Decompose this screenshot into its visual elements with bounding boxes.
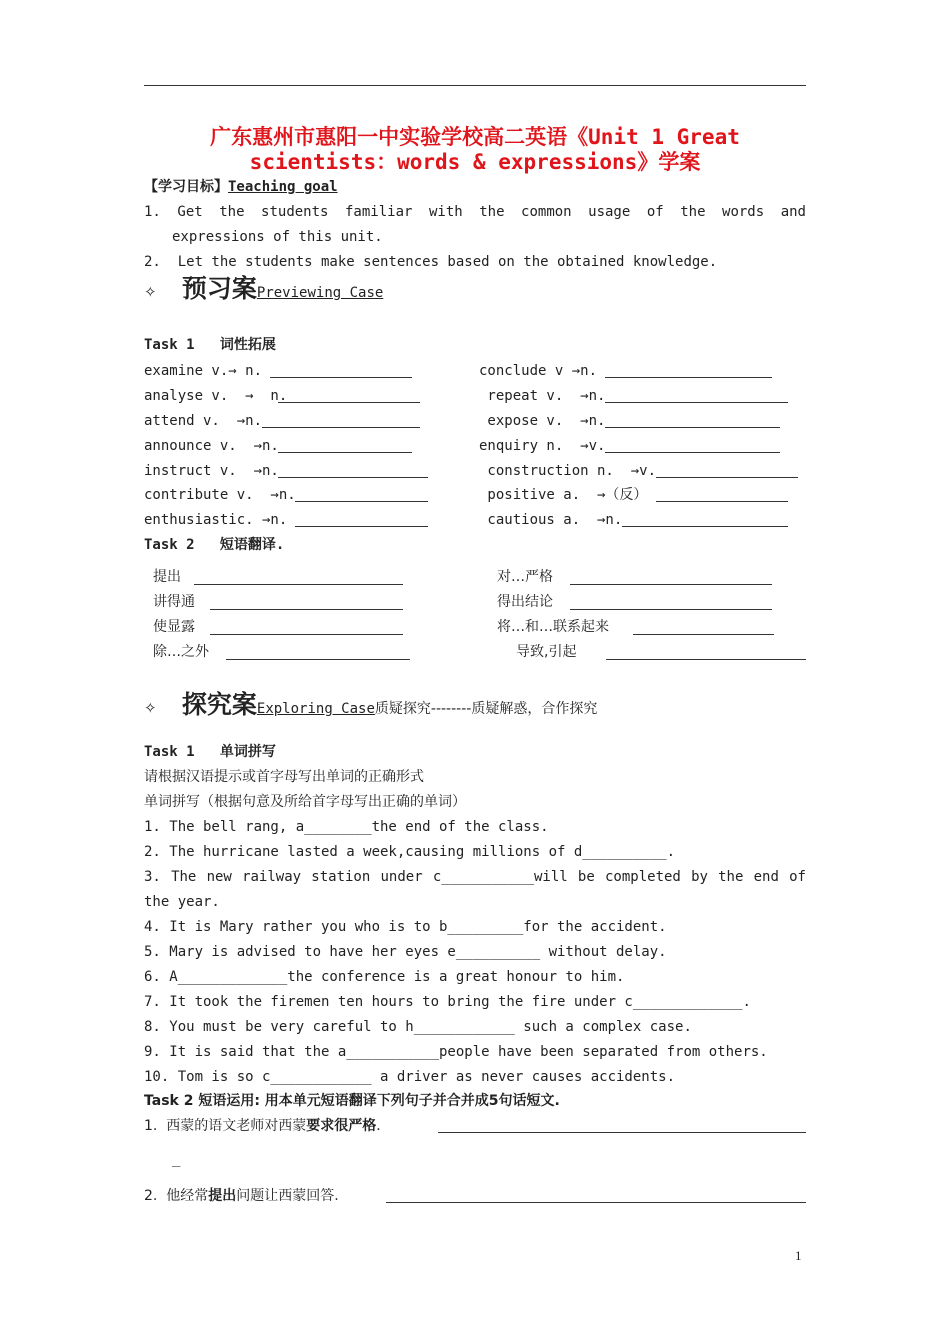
task1-left-item: contribute v. →n. [144, 487, 296, 503]
blank-line[interactable] [605, 377, 772, 378]
header-rule [144, 85, 806, 86]
sentence-4: 4. It is Mary rather you who is to b_________for the accident. [144, 919, 667, 935]
blank-line[interactable] [570, 584, 772, 585]
task1-right-item: enquiry n. →v. [479, 438, 606, 454]
blank-line[interactable] [606, 659, 806, 660]
task1-left-item: attend v. →n. [144, 413, 263, 429]
sentence-2: 2. The hurricane lasted a week,causing millions of d__________. [144, 844, 676, 860]
task2-title: Task 2 短语翻译. [144, 537, 285, 553]
sentence-9: 9. It is said that the a___________people have been separated from others. [144, 1044, 768, 1060]
task1-right-item: positive a. →（反） [479, 487, 648, 503]
previewing-case-cn: 预习案 [181, 274, 257, 303]
answer-line-continuation: _ [172, 1151, 181, 1167]
goal-1-line-b: expressions of this unit. [172, 229, 383, 245]
page-number: 1 [795, 1248, 802, 1263]
exploring-case-tail: 质疑探究--------质疑解惑，合作探究 [374, 701, 598, 717]
goal-header [144, 178, 338, 196]
task1-right-item: expose v. →n. [479, 413, 606, 429]
task2-left-item: 使显露 [153, 619, 195, 635]
blank-line[interactable] [295, 501, 428, 502]
explore-task2-title: Task 2 短语运用: 用本单元短语翻译下列句子并合并成5句话短文. [144, 1093, 560, 1109]
blank-line[interactable] [605, 402, 788, 403]
blank-line[interactable] [656, 501, 788, 502]
blank-line[interactable] [278, 477, 428, 478]
blank-line[interactable] [633, 634, 774, 635]
task1-left-item: enthusiastic. →n. [144, 512, 288, 528]
task1-left-item: analyse v. → n. [144, 388, 288, 404]
exploring-case-cn: 探究案 [181, 690, 257, 719]
sentence-10: 10. Tom is so c____________ a driver as never causes accidents. [144, 1069, 676, 1085]
sentence-7: 7. It took the firemen ten hours to bring the fire under c_____________. [144, 994, 751, 1010]
blank-line[interactable] [278, 402, 420, 403]
blank-line[interactable] [210, 609, 403, 610]
sentence-3-line-a: 3. The new railway station under c___________will be completed by the end of [144, 869, 806, 885]
blank-line[interactable] [295, 526, 428, 527]
goal-1-line-a: 1. Get the students familiar with the common usage of the words and [144, 204, 806, 220]
goal-header-cn: 【学习目标】 [144, 179, 228, 195]
sentence-3-line-b: the year. [144, 894, 220, 910]
task1-title: Task 1 词性拓展 [144, 337, 276, 353]
blank-line[interactable] [226, 659, 410, 660]
previewing-case-header [144, 274, 383, 308]
answer-line[interactable] [386, 1202, 806, 1203]
goal-header-en: Teaching goal [228, 179, 338, 195]
previewing-case-en: Previewing Case [256, 285, 384, 301]
page-title-line-1: 广东惠州市惠阳一中实验学校高二英语《Unit 1 Great [210, 125, 740, 149]
blank-line[interactable] [262, 427, 420, 428]
explore-task1-instruction-1: 请根据汉语提示或首字母写出单词的正确形式 [144, 769, 424, 785]
explore-task1-title: Task 1 单词拼写 [144, 744, 276, 760]
task2-right-item: 导致,引起 [516, 644, 577, 660]
blank-line[interactable] [622, 526, 788, 527]
blank-line[interactable] [605, 427, 780, 428]
page-title-line-2: scientists：words & expressions》学案 [249, 150, 701, 174]
sentence-6: 6. A_____________the conference is a great honour to him. [144, 969, 625, 985]
goal-2: 2. Let the students make sentences based on the obtained knowledge. [144, 254, 718, 270]
exploring-case-header [144, 690, 597, 724]
task1-right-item: cautious a. →n. [479, 512, 623, 528]
translation-item-1-post: . [376, 1118, 381, 1134]
blank-line[interactable] [570, 609, 772, 610]
exploring-case-en: Exploring Case [256, 701, 375, 717]
translation-item-2-keyword: 提出 [208, 1188, 237, 1204]
sentence-1: 1. The bell rang, a________the end of the class. [144, 819, 549, 835]
translation-item-1-keyword: 要求很严格 [306, 1118, 377, 1134]
sentence-8: 8. You must be very careful to h____________ such a complex case. [144, 1019, 692, 1035]
answer-line[interactable] [438, 1132, 806, 1133]
task2-left-item: 提出 [153, 569, 181, 585]
task2-left-item: 讲得通 [153, 594, 195, 610]
task1-left-item: instruct v. →n. [144, 463, 279, 479]
sentence-5: 5. Mary is advised to have her eyes e__________ without delay. [144, 944, 667, 960]
diamond-icon: ✧ [144, 283, 157, 301]
task2-right-item: 得出结论 [497, 594, 553, 610]
task2-right-item: 将…和…联系起来 [497, 619, 609, 635]
blank-line[interactable] [605, 452, 780, 453]
task1-left-item: announce v. →n. [144, 438, 279, 454]
blank-line[interactable] [194, 584, 403, 585]
blank-line[interactable] [270, 377, 412, 378]
blank-line[interactable] [210, 634, 403, 635]
task1-right-item: conclude v →n. [479, 363, 598, 379]
blank-line[interactable] [278, 452, 412, 453]
task2-left-item: 除…之外 [153, 644, 209, 660]
task2-right-item: 对…严格 [497, 569, 553, 585]
explore-task1-instruction-2: 单词拼写（根据句意及所给首字母写出正确的单词） [144, 794, 466, 810]
translation-item-2 [144, 1187, 339, 1205]
translation-item-2-post: 问题让西蒙回答. [236, 1188, 339, 1204]
task1-right-item: repeat v. →n. [479, 388, 606, 404]
diamond-icon: ✧ [144, 699, 157, 717]
blank-line[interactable] [656, 477, 798, 478]
translation-item-2-pre: 2. 他经常 [144, 1188, 209, 1204]
translation-item-1 [144, 1117, 381, 1135]
translation-item-1-pre: 1. 西蒙的语文老师对西蒙 [144, 1118, 307, 1134]
task1-right-item: construction n. →v. [479, 463, 657, 479]
task1-left-item: examine v.→ n. [144, 363, 263, 379]
